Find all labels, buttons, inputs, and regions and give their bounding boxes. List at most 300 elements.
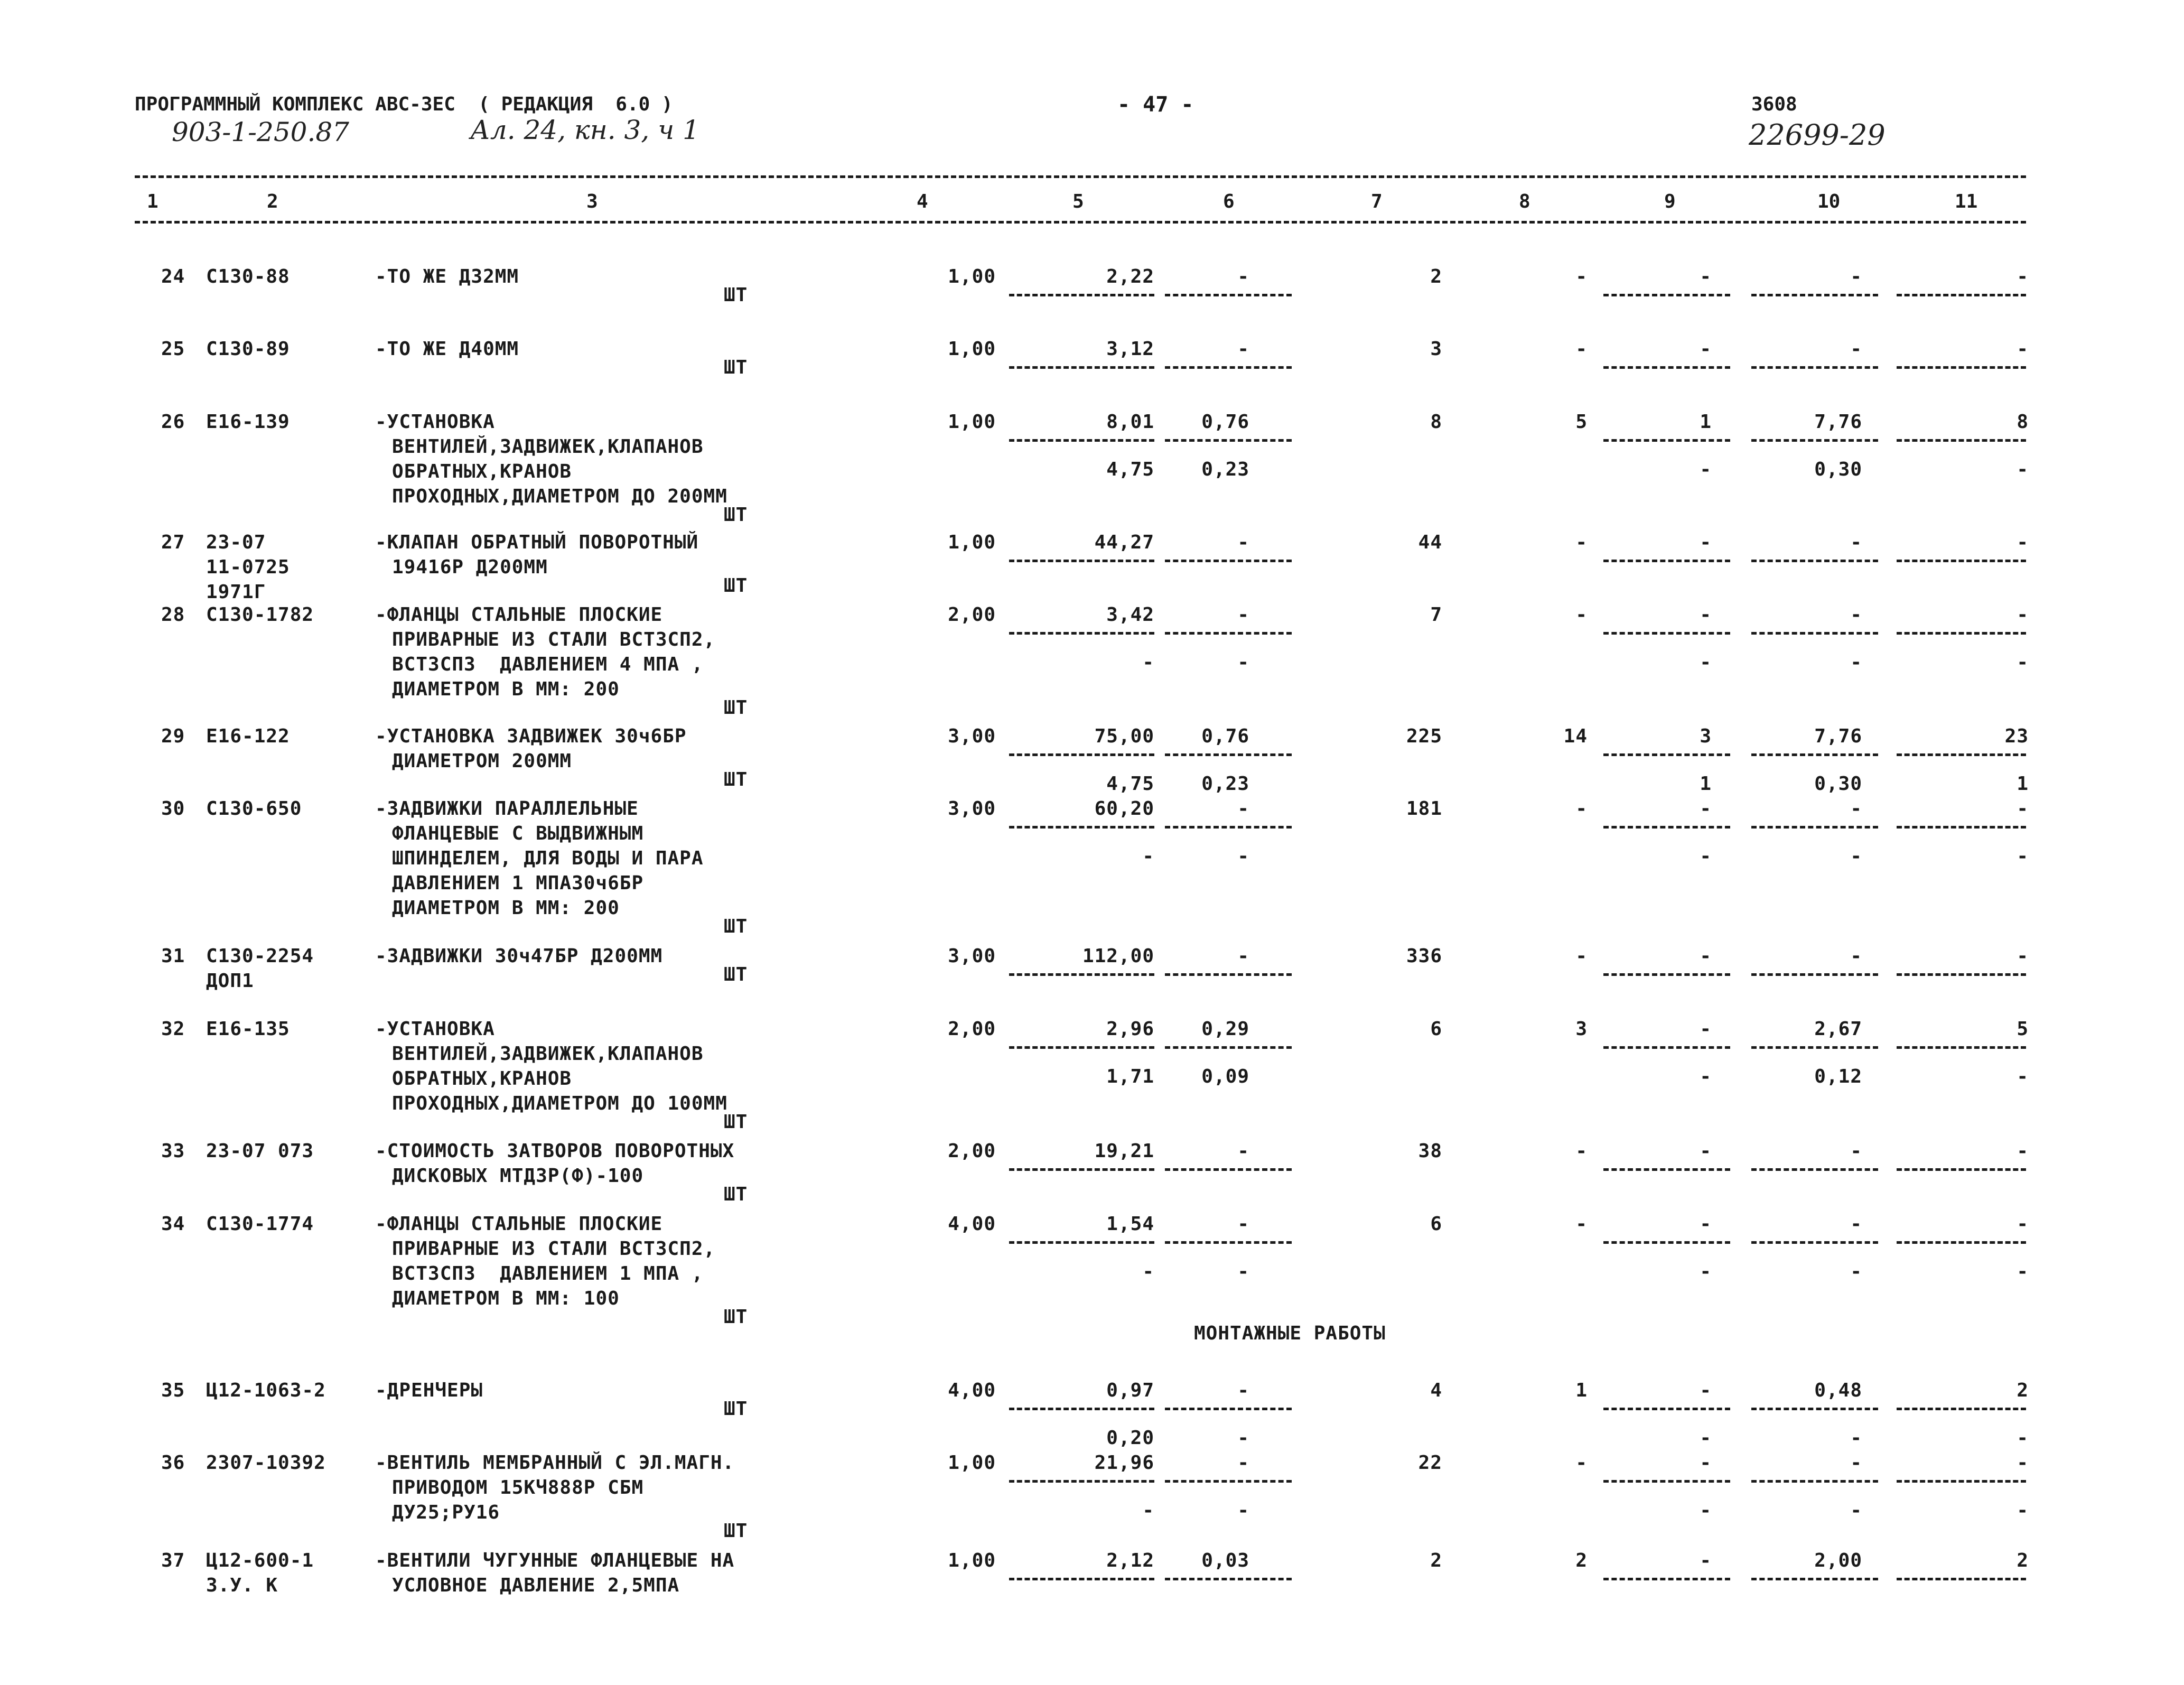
labor-hours-machines-total: - bbox=[2017, 1427, 2029, 1449]
unit-cost-wages: - bbox=[1237, 1380, 1249, 1401]
work-description-line: ДИАМЕТРОМ В ММ: 200 bbox=[392, 678, 620, 700]
quantity: 1,00 bbox=[948, 411, 996, 433]
labor-hours-machines: 0,12 bbox=[1814, 1066, 1862, 1087]
total-wages: - bbox=[1575, 338, 1588, 360]
quantity: 1,00 bbox=[948, 1550, 996, 1571]
unit-of-measure: ШТ bbox=[724, 357, 748, 378]
unit-cost-total: 2,96 bbox=[1106, 1018, 1154, 1040]
cell-rule bbox=[1751, 632, 1878, 635]
labor-hours-unit: - bbox=[1850, 1140, 1862, 1162]
price-code: 23-07 073 bbox=[206, 1140, 314, 1162]
unit-cost-machines: 4,75 bbox=[1106, 773, 1154, 795]
labor-hours-total: - bbox=[2017, 1452, 2029, 1474]
work-description-line: ПРИВОДОМ 15КЧ888Р СБМ bbox=[392, 1477, 644, 1498]
unit-cost-wages: 0,29 bbox=[1201, 1018, 1249, 1040]
labor-hours-machines: - bbox=[1850, 651, 1862, 673]
work-description-line: -ЗАДВИЖКИ 30ч47БР Д200ММ bbox=[375, 945, 663, 967]
unit-cost-machines: - bbox=[1142, 651, 1154, 673]
labor-hours-machines: - bbox=[1850, 845, 1862, 867]
labor-hours-machines-total: - bbox=[2017, 1261, 2029, 1282]
work-description-line: ДИАМЕТРОМ 200ММ bbox=[392, 750, 572, 772]
labor-hours-machines-total: - bbox=[2017, 1066, 2029, 1087]
row-number: 31 bbox=[161, 945, 185, 967]
column-number: 3 bbox=[586, 191, 598, 212]
work-description-line: ДУ25;РУ16 bbox=[392, 1502, 500, 1523]
machine-wages: - bbox=[1700, 651, 1712, 673]
unit-cost-total: 1,54 bbox=[1106, 1213, 1154, 1235]
quantity: 4,00 bbox=[948, 1380, 996, 1401]
machine-cost: - bbox=[1700, 266, 1712, 287]
labor-hours-total: - bbox=[2017, 266, 2029, 287]
machine-cost: - bbox=[1700, 945, 1712, 967]
total-wages: - bbox=[1575, 798, 1588, 820]
labor-hours-unit: - bbox=[1850, 798, 1862, 820]
unit-of-measure: ШТ bbox=[724, 916, 748, 937]
labor-hours-unit: 7,76 bbox=[1814, 411, 1862, 433]
unit-of-measure: ШТ bbox=[724, 1306, 748, 1328]
document-code-top: 3608 bbox=[1751, 94, 1797, 115]
machine-cost: - bbox=[1700, 1140, 1712, 1162]
price-code: Е16-139 bbox=[206, 411, 290, 433]
labor-hours-machines: 0,30 bbox=[1814, 459, 1862, 480]
total-wages: - bbox=[1575, 945, 1588, 967]
cell-rule bbox=[1165, 294, 1292, 296]
quantity: 1,00 bbox=[948, 532, 996, 553]
price-code-line3: 1971Г bbox=[206, 581, 266, 603]
labor-hours-total: - bbox=[2017, 1140, 2029, 1162]
cell-rule bbox=[1897, 1168, 2026, 1171]
price-code: Ц12-600-1 bbox=[206, 1550, 314, 1571]
machine-wages: - bbox=[1700, 845, 1712, 867]
labor-hours-unit: 2,00 bbox=[1814, 1550, 1862, 1571]
cell-rule bbox=[1009, 560, 1154, 562]
header-rule-top bbox=[135, 175, 2026, 178]
unit-cost-wages: - bbox=[1237, 1140, 1249, 1162]
cell-rule bbox=[1897, 439, 2026, 442]
cell-rule bbox=[1897, 1408, 2026, 1410]
work-description-line: ВЕНТИЛЕЙ,ЗАДВИЖЕК,КЛАПАНОВ bbox=[392, 436, 704, 458]
total-wages: - bbox=[1575, 1140, 1588, 1162]
cell-rule bbox=[1009, 1046, 1154, 1049]
price-code: 2307-10392 bbox=[206, 1452, 326, 1474]
labor-hours-unit: 0,48 bbox=[1814, 1380, 1862, 1401]
cell-rule bbox=[1165, 973, 1292, 976]
cell-rule bbox=[1751, 294, 1878, 296]
cell-rule bbox=[1603, 294, 1730, 296]
labor-hours-unit: 7,76 bbox=[1814, 725, 1862, 747]
row-number: 32 bbox=[161, 1018, 185, 1040]
total-wages: 14 bbox=[1563, 725, 1588, 747]
cell-rule bbox=[1603, 1241, 1730, 1244]
cell-rule bbox=[1751, 1408, 1878, 1410]
price-code: С130-1782 bbox=[206, 604, 314, 626]
total-wages: 1 bbox=[1575, 1380, 1588, 1401]
unit-cost-wages: 0,76 bbox=[1201, 725, 1249, 747]
unit-cost-machines: - bbox=[1142, 1500, 1154, 1521]
price-code: С130-2254 bbox=[206, 945, 314, 967]
machine-cost: - bbox=[1700, 1452, 1712, 1474]
cell-rule bbox=[1165, 1046, 1292, 1049]
cell-rule bbox=[1603, 826, 1730, 828]
price-code: Е16-135 bbox=[206, 1018, 290, 1040]
total-cost: 6 bbox=[1430, 1018, 1442, 1040]
labor-hours-total: - bbox=[2017, 798, 2029, 820]
quantity: 1,00 bbox=[948, 1452, 996, 1474]
unit-of-measure: ШТ bbox=[724, 1520, 748, 1542]
labor-hours-machines: - bbox=[1850, 1261, 1862, 1282]
cell-rule bbox=[1751, 439, 1878, 442]
cell-rule bbox=[1165, 1241, 1292, 1244]
machine-cost: - bbox=[1700, 1380, 1712, 1401]
cell-rule bbox=[1603, 753, 1730, 756]
unit-cost-total: 2,12 bbox=[1106, 1550, 1154, 1571]
unit-cost-wages: - bbox=[1237, 1213, 1249, 1235]
labor-hours-machines-total: - bbox=[2017, 1500, 2029, 1521]
price-code-line2: З.У. К bbox=[206, 1575, 278, 1596]
cell-rule bbox=[1751, 1046, 1878, 1049]
unit-of-measure: ШТ bbox=[724, 575, 748, 597]
cell-rule bbox=[1897, 294, 2026, 296]
program-title: ПРОГРАММНЫЙ КОМПЛЕКС АВС-3ЕС ( РЕДАКЦИЯ 6.0 ) bbox=[135, 94, 673, 115]
labor-hours-total: - bbox=[2017, 604, 2029, 626]
column-number: 6 bbox=[1223, 191, 1235, 212]
cell-rule bbox=[1897, 973, 2026, 976]
labor-hours-machines-total: - bbox=[2017, 651, 2029, 673]
total-wages: - bbox=[1575, 266, 1588, 287]
page-number: - 47 - bbox=[1117, 92, 1194, 117]
price-code: Е16-122 bbox=[206, 725, 290, 747]
unit-cost-wages: - bbox=[1237, 338, 1249, 360]
cell-rule bbox=[1603, 1480, 1730, 1483]
cell-rule bbox=[1165, 366, 1292, 369]
row-number: 28 bbox=[161, 604, 185, 626]
labor-hours-unit: - bbox=[1850, 1213, 1862, 1235]
work-description-line: ВЕНТИЛЕЙ,ЗАДВИЖЕК,КЛАПАНОВ bbox=[392, 1043, 704, 1065]
unit-cost-machine-wages: 0,23 bbox=[1201, 459, 1249, 480]
unit-cost-machines: 4,75 bbox=[1106, 459, 1154, 480]
total-wages: 2 bbox=[1575, 1550, 1588, 1571]
labor-hours-total: 8 bbox=[2017, 411, 2029, 433]
cell-rule bbox=[1603, 1168, 1730, 1171]
machine-cost: - bbox=[1700, 1550, 1712, 1571]
quantity: 1,00 bbox=[948, 266, 996, 287]
unit-cost-machine-wages: - bbox=[1237, 1427, 1249, 1449]
work-description-line: -ДРЕНЧЕРЫ bbox=[375, 1380, 483, 1401]
row-number: 35 bbox=[161, 1380, 185, 1401]
unit-cost-machine-wages: - bbox=[1237, 651, 1249, 673]
cell-rule bbox=[1165, 1578, 1292, 1580]
total-cost: 225 bbox=[1406, 725, 1442, 747]
unit-cost-machines: 1,71 bbox=[1106, 1066, 1154, 1087]
labor-hours-machines: - bbox=[1850, 1500, 1862, 1521]
unit-cost-wages: - bbox=[1237, 532, 1249, 553]
cell-rule bbox=[1009, 1241, 1154, 1244]
machine-cost: 1 bbox=[1700, 411, 1712, 433]
cell-rule bbox=[1751, 826, 1878, 828]
row-number: 30 bbox=[161, 798, 185, 820]
total-cost: 4 bbox=[1430, 1380, 1442, 1401]
price-code: С130-650 bbox=[206, 798, 302, 820]
section-title: МОНТАЖНЫЕ РАБОТЫ bbox=[1194, 1323, 1386, 1344]
row-number: 24 bbox=[161, 266, 185, 287]
unit-of-measure: ШТ bbox=[724, 964, 748, 985]
labor-hours-unit: - bbox=[1850, 945, 1862, 967]
labor-hours-total: 2 bbox=[2017, 1380, 2029, 1401]
unit-cost-wages: - bbox=[1237, 1452, 1249, 1474]
unit-cost-machines: - bbox=[1142, 845, 1154, 867]
total-wages: - bbox=[1575, 1452, 1588, 1474]
unit-of-measure: ШТ bbox=[724, 769, 748, 790]
cell-rule bbox=[1009, 294, 1154, 296]
cell-rule bbox=[1897, 366, 2026, 369]
unit-cost-total: 3,12 bbox=[1106, 338, 1154, 360]
row-number: 27 bbox=[161, 532, 185, 553]
quantity: 2,00 bbox=[948, 1140, 996, 1162]
column-number: 11 bbox=[1955, 191, 1978, 212]
cell-rule bbox=[1897, 1241, 2026, 1244]
column-number: 10 bbox=[1817, 191, 1841, 212]
total-cost: 8 bbox=[1430, 411, 1442, 433]
unit-cost-wages: 0,03 bbox=[1201, 1550, 1249, 1571]
unit-cost-wages: 0,76 bbox=[1201, 411, 1249, 433]
cell-rule bbox=[1603, 439, 1730, 442]
work-description-line: ДАВЛЕНИЕМ 1 МПА30ч6БР bbox=[392, 872, 644, 894]
work-description-line: ОБРАТНЫХ,КРАНОВ bbox=[392, 1068, 572, 1090]
machine-cost: - bbox=[1700, 532, 1712, 553]
work-description-line: ОБРАТНЫХ,КРАНОВ bbox=[392, 461, 572, 482]
cell-rule bbox=[1009, 366, 1154, 369]
work-description-line: ПРИВАРНЫЕ ИЗ СТАЛИ ВСТ3СП2, bbox=[392, 629, 716, 650]
cell-rule bbox=[1897, 1046, 2026, 1049]
total-wages: - bbox=[1575, 604, 1588, 626]
labor-hours-machines: 0,30 bbox=[1814, 773, 1862, 795]
cell-rule bbox=[1897, 560, 2026, 562]
work-description-line: ДИАМЕТРОМ В ММ: 200 bbox=[392, 897, 620, 919]
labor-hours-total: - bbox=[2017, 338, 2029, 360]
row-number: 25 bbox=[161, 338, 185, 360]
cell-rule bbox=[1897, 1480, 2026, 1483]
quantity: 4,00 bbox=[948, 1213, 996, 1235]
cell-rule bbox=[1165, 560, 1292, 562]
unit-cost-total: 75,00 bbox=[1094, 725, 1154, 747]
cell-rule bbox=[1897, 753, 2026, 756]
unit-cost-wages: - bbox=[1237, 604, 1249, 626]
cell-rule bbox=[1165, 1480, 1292, 1483]
unit-cost-wages: - bbox=[1237, 945, 1249, 967]
price-code: Ц12-1063-2 bbox=[206, 1380, 326, 1401]
row-number: 33 bbox=[161, 1140, 185, 1162]
unit-cost-wages: - bbox=[1237, 266, 1249, 287]
unit-cost-total: 2,22 bbox=[1106, 266, 1154, 287]
work-description-line: ДИАМЕТРОМ В ММ: 100 bbox=[392, 1288, 620, 1309]
column-number: 1 bbox=[147, 191, 158, 212]
total-cost: 7 bbox=[1430, 604, 1442, 626]
work-description-line: ПРИВАРНЫЕ ИЗ СТАЛИ ВСТ3СП2, bbox=[392, 1238, 716, 1260]
unit-cost-total: 21,96 bbox=[1094, 1452, 1154, 1474]
total-cost: 2 bbox=[1430, 266, 1442, 287]
work-description-line: ПРОХОДНЫХ,ДИАМЕТРОМ ДО 100ММ bbox=[392, 1093, 727, 1114]
work-description-line: УСЛОВНОЕ ДАВЛЕНИЕ 2,5МПА bbox=[392, 1575, 680, 1596]
total-wages: 5 bbox=[1575, 411, 1588, 433]
cell-rule bbox=[1751, 1168, 1878, 1171]
cell-rule bbox=[1751, 973, 1878, 976]
machine-wages: - bbox=[1700, 1427, 1712, 1449]
cell-rule bbox=[1165, 1168, 1292, 1171]
machine-cost: - bbox=[1700, 1018, 1712, 1040]
total-cost: 181 bbox=[1406, 798, 1442, 820]
quantity: 3,00 bbox=[948, 798, 996, 820]
cell-rule bbox=[1897, 632, 2026, 635]
unit-cost-machine-wages: - bbox=[1237, 1261, 1249, 1282]
machine-wages: 1 bbox=[1700, 773, 1712, 795]
work-description-line: -УСТАНОВКА bbox=[375, 411, 495, 433]
total-cost: 3 bbox=[1430, 338, 1442, 360]
handwritten-ref-number: 903-1-250.87 bbox=[172, 117, 349, 147]
column-number: 8 bbox=[1519, 191, 1530, 212]
cell-rule bbox=[1009, 1480, 1154, 1483]
cell-rule bbox=[1751, 1480, 1878, 1483]
labor-hours-total: - bbox=[2017, 532, 2029, 553]
cell-rule bbox=[1009, 973, 1154, 976]
cell-rule bbox=[1165, 1408, 1292, 1410]
work-description-line: -УСТАНОВКА ЗАДВИЖЕК 30ч6БР bbox=[375, 725, 687, 747]
work-description-line: ФЛАНЦЕВЫЕ С ВЫДВИЖНЫМ bbox=[392, 823, 644, 844]
total-wages: - bbox=[1575, 1213, 1588, 1235]
cell-rule bbox=[1009, 632, 1154, 635]
cell-rule bbox=[1009, 1578, 1154, 1580]
unit-of-measure: ШТ bbox=[724, 1184, 748, 1205]
total-cost: 336 bbox=[1406, 945, 1442, 967]
price-code: С130-1774 bbox=[206, 1213, 314, 1235]
unit-cost-machine-wages: 0,23 bbox=[1201, 773, 1249, 795]
labor-hours-machines-total: 1 bbox=[2017, 773, 2029, 795]
cell-rule bbox=[1897, 1578, 2026, 1580]
unit-cost-total: 60,20 bbox=[1094, 798, 1154, 820]
cell-rule bbox=[1603, 1046, 1730, 1049]
price-code: С130-88 bbox=[206, 266, 290, 287]
work-description-line: ДИСКОВЫХ МТДЗР(Ф)-100 bbox=[392, 1165, 644, 1187]
labor-hours-unit: - bbox=[1850, 1452, 1862, 1474]
unit-of-measure: ШТ bbox=[724, 1398, 748, 1420]
price-code-line2: 11-0725 bbox=[206, 556, 290, 578]
cell-rule bbox=[1751, 560, 1878, 562]
machine-wages: - bbox=[1700, 1066, 1712, 1087]
row-number: 34 bbox=[161, 1213, 185, 1235]
labor-hours-total: 23 bbox=[2004, 725, 2029, 747]
work-description-line: -УСТАНОВКА bbox=[375, 1018, 495, 1040]
unit-cost-machine-wages: - bbox=[1237, 845, 1249, 867]
unit-cost-machines: 0,20 bbox=[1106, 1427, 1154, 1449]
unit-cost-total: 8,01 bbox=[1106, 411, 1154, 433]
cell-rule bbox=[1009, 439, 1154, 442]
unit-cost-wages: - bbox=[1237, 798, 1249, 820]
work-description-line: ВСТ3СП3 ДАВЛЕНИЕМ 4 МПА , bbox=[392, 654, 704, 675]
cell-rule bbox=[1897, 826, 2026, 828]
unit-of-measure: ШТ bbox=[724, 504, 748, 526]
row-number: 37 bbox=[161, 1550, 185, 1571]
price-code-line2: ДОП1 bbox=[206, 970, 254, 992]
column-number: 2 bbox=[267, 191, 278, 212]
work-description-line: -КЛАПАН ОБРАТНЫЙ ПОВОРОТНЫЙ bbox=[375, 532, 699, 553]
price-code: С130-89 bbox=[206, 338, 290, 360]
cell-rule bbox=[1165, 439, 1292, 442]
total-wages: 3 bbox=[1575, 1018, 1588, 1040]
cell-rule bbox=[1603, 1578, 1730, 1580]
total-cost: 6 bbox=[1430, 1213, 1442, 1235]
cell-rule bbox=[1009, 826, 1154, 828]
labor-hours-total: - bbox=[2017, 1213, 2029, 1235]
cell-rule bbox=[1751, 366, 1878, 369]
column-number: 7 bbox=[1371, 191, 1383, 212]
column-number: 5 bbox=[1072, 191, 1084, 212]
unit-cost-total: 19,21 bbox=[1094, 1140, 1154, 1162]
cell-rule bbox=[1603, 1408, 1730, 1410]
work-description-line: -СТОИМОСТЬ ЗАТВОРОВ ПОВОРОТНЫХ bbox=[375, 1140, 735, 1162]
total-cost: 44 bbox=[1418, 532, 1442, 553]
unit-cost-machines: - bbox=[1142, 1261, 1154, 1282]
row-number: 29 bbox=[161, 725, 185, 747]
quantity: 2,00 bbox=[948, 1018, 996, 1040]
cell-rule bbox=[1751, 1241, 1878, 1244]
work-description-line: 19416Р Д200ММ bbox=[392, 556, 548, 578]
total-cost: 38 bbox=[1418, 1140, 1442, 1162]
labor-hours-machines-total: - bbox=[2017, 845, 2029, 867]
cell-rule bbox=[1165, 632, 1292, 635]
cell-rule bbox=[1603, 560, 1730, 562]
labor-hours-unit: - bbox=[1850, 338, 1862, 360]
work-description-line: ПРОХОДНЫХ,ДИАМЕТРОМ ДО 200ММ bbox=[392, 486, 727, 507]
column-number: 4 bbox=[917, 191, 928, 212]
cell-rule bbox=[1603, 973, 1730, 976]
cell-rule bbox=[1603, 632, 1730, 635]
work-description-line: ВСТ3СП3 ДАВЛЕНИЕМ 1 МПА , bbox=[392, 1263, 704, 1284]
machine-cost: 3 bbox=[1700, 725, 1712, 747]
unit-cost-machine-wages: 0,09 bbox=[1201, 1066, 1249, 1087]
work-description-line: -ВЕНТИЛИ ЧУГУННЫЕ ФЛАНЦЕВЫЕ НА bbox=[375, 1550, 735, 1571]
unit-cost-total: 44,27 bbox=[1094, 532, 1154, 553]
handwritten-doc-number: 22699-29 bbox=[1749, 118, 1886, 152]
cell-rule bbox=[1603, 366, 1730, 369]
machine-wages: - bbox=[1700, 1500, 1712, 1521]
labor-hours-machines-total: - bbox=[2017, 459, 2029, 480]
machine-cost: - bbox=[1700, 1213, 1712, 1235]
machine-cost: - bbox=[1700, 798, 1712, 820]
work-description-line: -ФЛАНЦЫ СТАЛЬНЫЕ ПЛОСКИЕ bbox=[375, 1213, 663, 1235]
labor-hours-unit: 2,67 bbox=[1814, 1018, 1862, 1040]
cell-rule bbox=[1751, 1578, 1878, 1580]
quantity: 2,00 bbox=[948, 604, 996, 626]
labor-hours-machines: - bbox=[1850, 1427, 1862, 1449]
unit-of-measure: ШТ bbox=[724, 1111, 748, 1133]
cell-rule bbox=[1009, 1168, 1154, 1171]
quantity: 3,00 bbox=[948, 725, 996, 747]
work-description-line: ШПИНДЕЛЕМ, ДЛЯ ВОДЫ И ПАРА bbox=[392, 848, 704, 869]
cell-rule bbox=[1751, 753, 1878, 756]
labor-hours-unit: - bbox=[1850, 266, 1862, 287]
total-wages: - bbox=[1575, 532, 1588, 553]
machine-cost: - bbox=[1700, 604, 1712, 626]
quantity: 1,00 bbox=[948, 338, 996, 360]
unit-cost-total: 112,00 bbox=[1082, 945, 1154, 967]
row-number: 26 bbox=[161, 411, 185, 433]
unit-cost-machine-wages: - bbox=[1237, 1500, 1249, 1521]
labor-hours-total: 5 bbox=[2017, 1018, 2029, 1040]
unit-cost-total: 3,42 bbox=[1106, 604, 1154, 626]
work-description-line: -ФЛАНЦЫ СТАЛЬНЫЕ ПЛОСКИЕ bbox=[375, 604, 663, 626]
unit-of-measure: ШТ bbox=[724, 697, 748, 719]
cell-rule bbox=[1165, 753, 1292, 756]
work-description-line: -ВЕНТИЛЬ МЕМБРАННЫЙ С ЭЛ.МАГН. bbox=[375, 1452, 735, 1474]
